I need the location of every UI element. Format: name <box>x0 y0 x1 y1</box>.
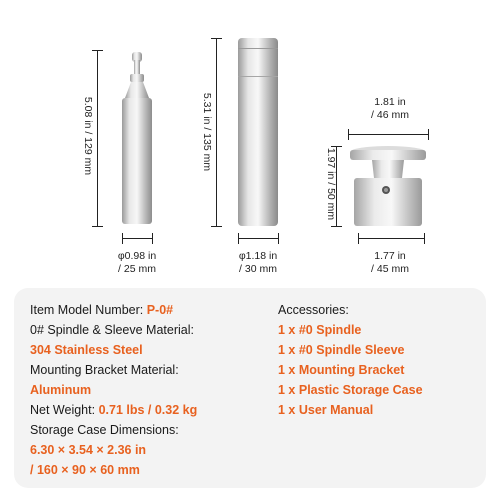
spindle-diameter-line2: / 25 mm <box>118 263 156 275</box>
model-number-label: Item Model Number: <box>30 303 147 317</box>
accessory-qty: 1 x <box>278 343 299 357</box>
accessory-item <box>278 342 404 358</box>
accessory-item <box>278 402 373 418</box>
accessory-item <box>278 322 361 338</box>
bracket-material-value: Aluminum <box>30 383 92 397</box>
spindle-height-label: 5.08 in / 129 mm <box>82 96 94 176</box>
net-weight-value: 0.71 lbs / 0.32 kg <box>98 403 198 417</box>
accessory-name: User Manual <box>298 403 374 417</box>
sleeve-height-label: 5.31 in / 135 mm <box>201 92 213 172</box>
specifications-panel <box>14 288 486 488</box>
accessory-item <box>278 382 423 398</box>
accessory-qty: 1 x <box>278 363 299 377</box>
sleeve-image <box>232 34 284 230</box>
sleeve-diameter-line2: / 30 mm <box>239 263 277 275</box>
accessory-qty: 1 x <box>278 403 299 417</box>
bracket-bottom-width-line1: 1.77 in <box>374 250 406 262</box>
bracket-height-label: 1.97 in / 50 mm <box>325 147 337 221</box>
accessory-name: Mounting Bracket <box>298 363 405 377</box>
spindle-material-label: 0# Spindle & Sleeve Material: <box>30 323 194 337</box>
model-number-row <box>30 302 173 318</box>
sleeve-diameter-line1: φ1.18 in <box>238 250 278 262</box>
accessories-title: Accessories: <box>278 303 349 317</box>
spindle-image <box>112 40 162 230</box>
bracket-material-label: Mounting Bracket Material: <box>30 363 179 377</box>
accessory-qty: 1 x <box>278 323 299 337</box>
case-dimensions-value-line1: 6.30 × 3.54 × 2.36 in <box>30 443 147 457</box>
spindle-diameter-line1: φ0.98 in <box>117 250 157 262</box>
bracket-top-width-line2: / 46 mm <box>371 109 409 121</box>
accessory-name: #0 Spindle Sleeve <box>298 343 405 357</box>
net-weight-label: Net Weight: <box>30 403 99 417</box>
spindle-material-value: 304 Stainless Steel <box>30 343 143 357</box>
bracket-bottom-width-line2: / 45 mm <box>371 263 409 275</box>
case-dimensions-value-line2: / 160 × 90 × 60 mm <box>30 463 140 477</box>
bracket-top-width-line1: 1.81 in <box>374 96 406 108</box>
accessory-item <box>278 362 404 378</box>
accessory-qty: 1 x <box>278 383 299 397</box>
case-dimensions-label: Storage Case Dimensions: <box>30 423 179 437</box>
model-number-value: P-0# <box>146 303 174 317</box>
mounting-bracket-image <box>344 142 434 228</box>
net-weight-row <box>30 402 197 418</box>
accessory-name: Plastic Storage Case <box>298 383 423 397</box>
accessory-name: #0 Spindle <box>298 323 362 337</box>
